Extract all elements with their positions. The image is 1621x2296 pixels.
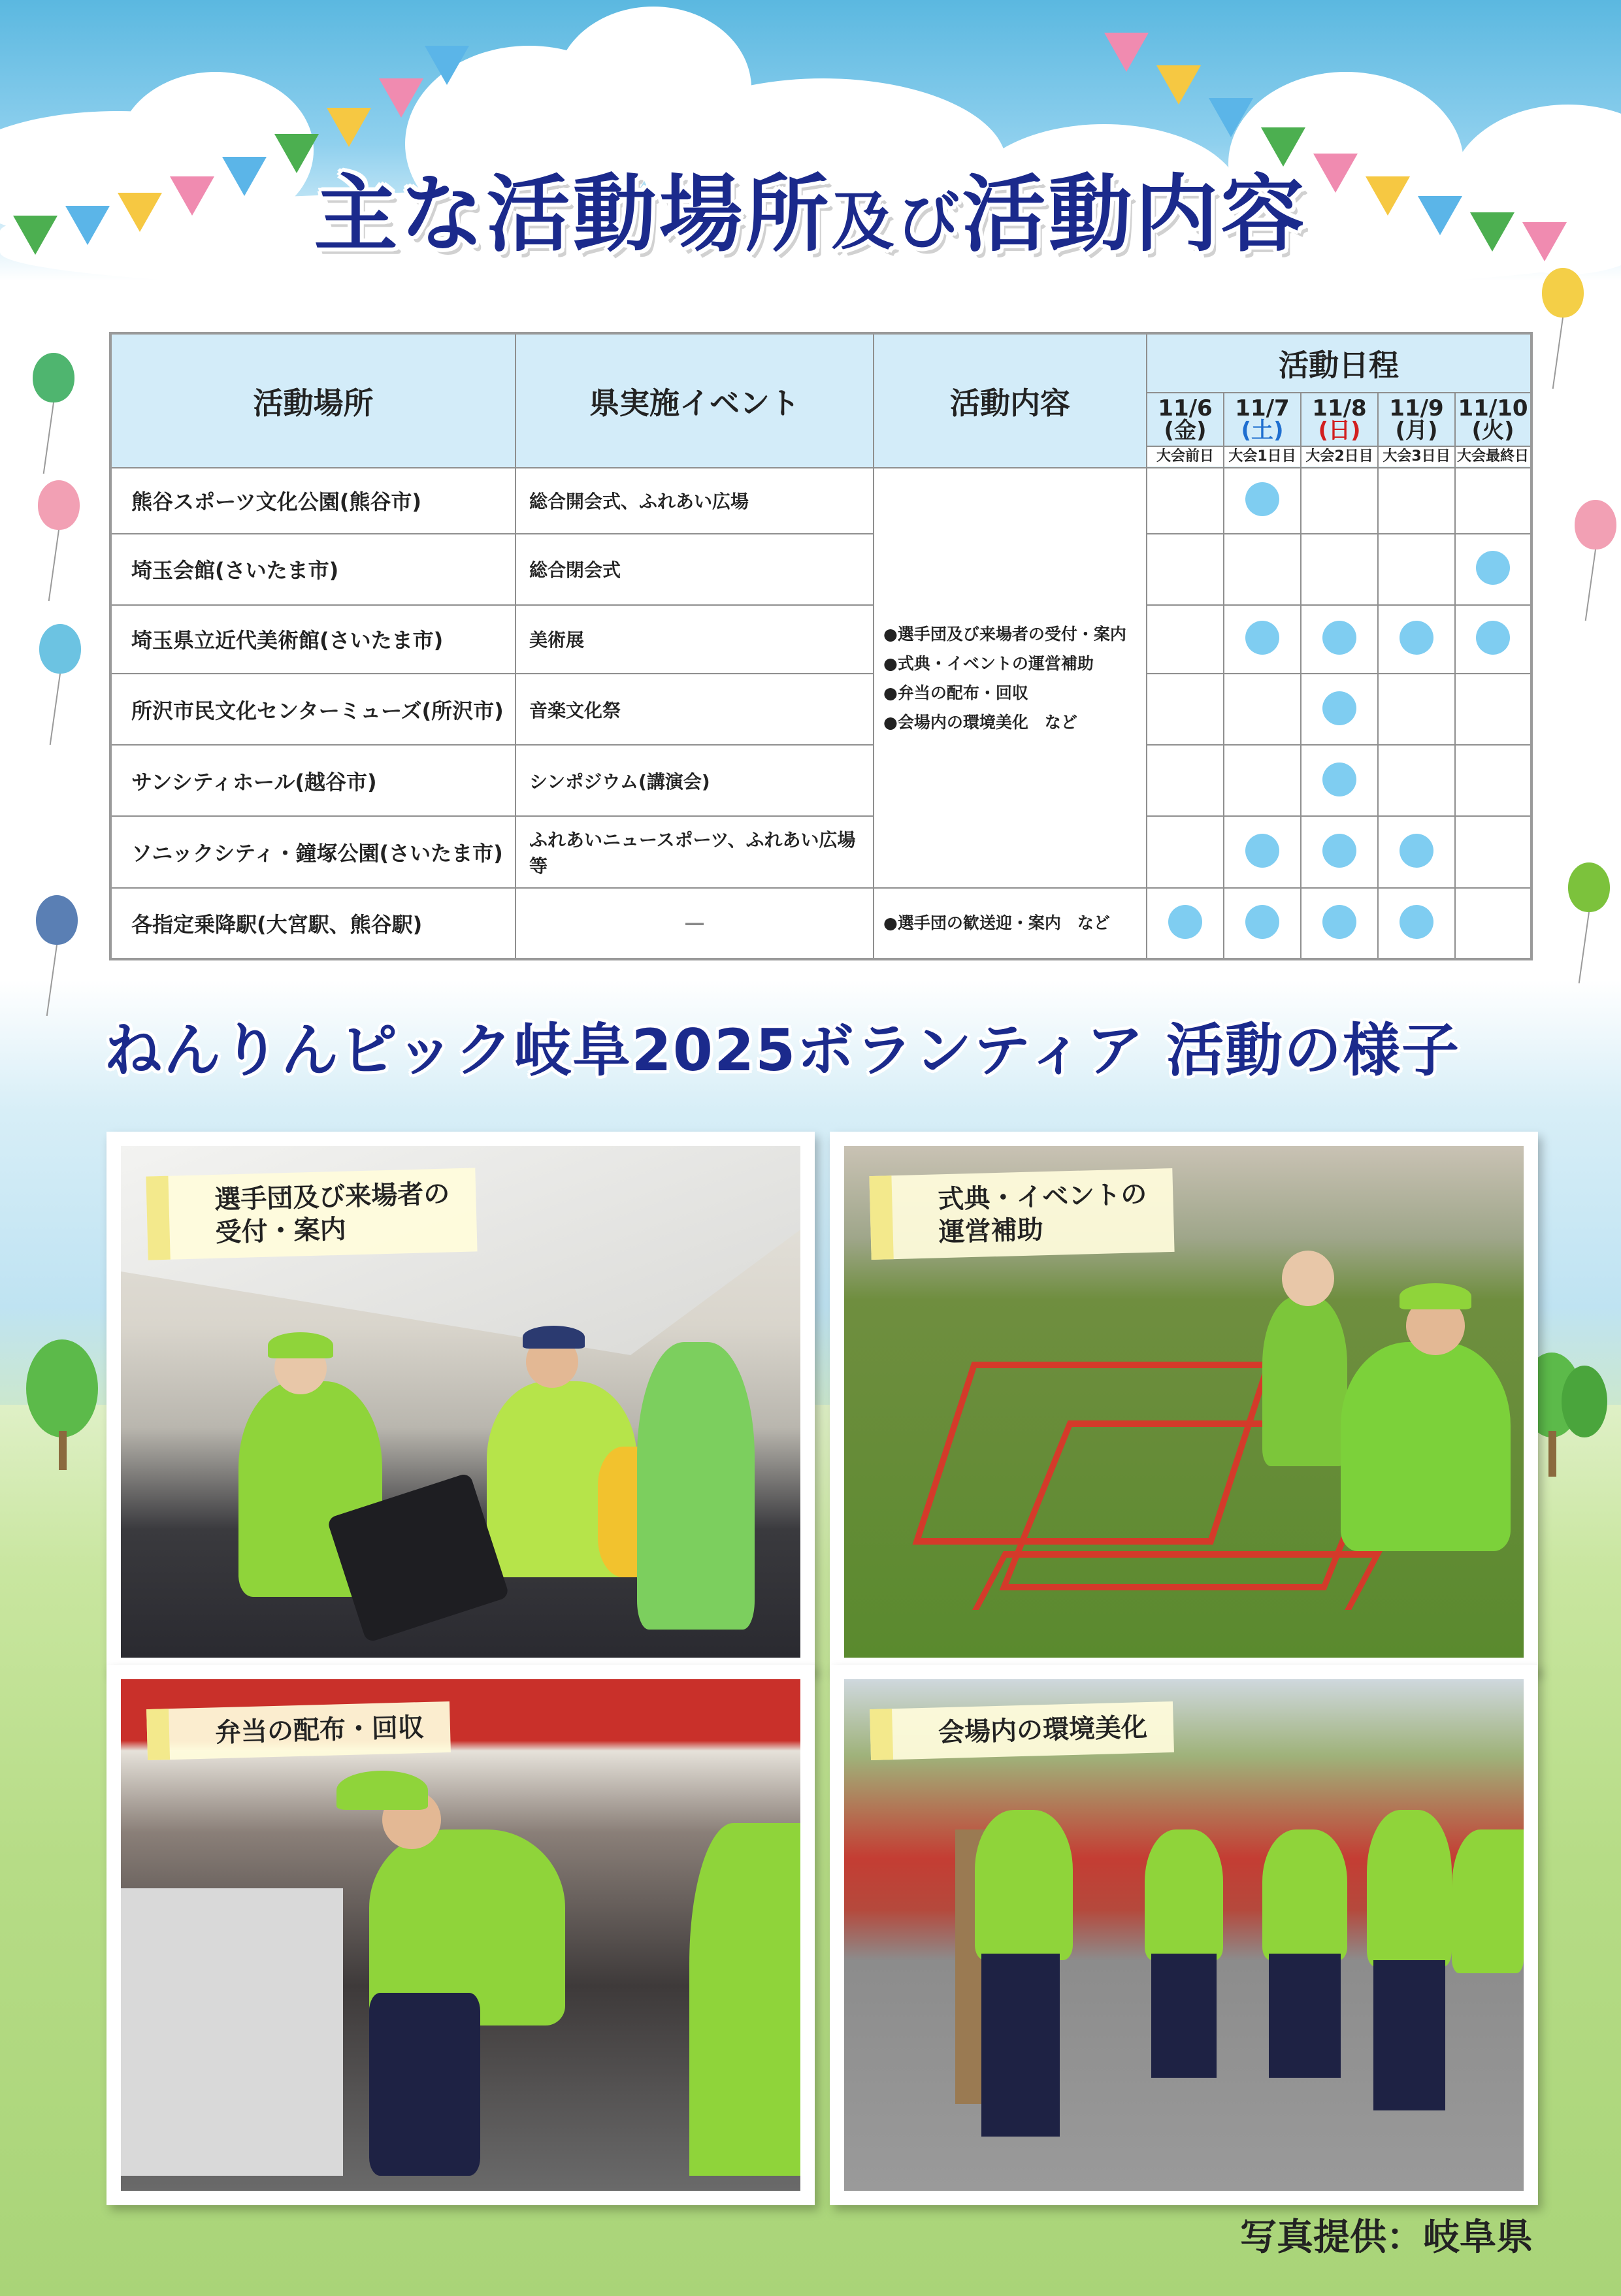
cell-schedule: [1301, 888, 1378, 959]
cell-schedule: [1301, 534, 1378, 605]
cell-schedule: [1147, 816, 1224, 887]
activity-schedule-table: [109, 332, 1533, 960]
header-date-0: [1147, 393, 1224, 468]
cell-schedule: [1147, 534, 1224, 605]
cell-event: ふれあいニュースポーツ、ふれあい広場 等: [516, 816, 874, 887]
activity-mark-icon: [1400, 834, 1433, 868]
activity-mark-icon: [1245, 834, 1279, 868]
activity-mark-icon: [1245, 621, 1279, 655]
cell-place: 所沢市民文化センターミューズ(所沢市): [110, 674, 516, 745]
cell-schedule: [1224, 745, 1301, 816]
day-of-week: (金): [1164, 418, 1207, 444]
date-label: 大会前日: [1147, 446, 1223, 467]
photo-venue-cleanup: [830, 1665, 1538, 2205]
cell-schedule: [1224, 468, 1301, 533]
cell-schedule: [1378, 888, 1455, 959]
cell-event: シンポジウム(講演会): [516, 745, 874, 816]
activity-mark-icon: [1168, 905, 1202, 939]
cell-schedule: [1455, 605, 1531, 674]
header-schedule: 活動日程: [1147, 333, 1531, 393]
cell-place: ソニックシティ・鐘塚公園(さいたま市): [110, 816, 516, 887]
cell-schedule: [1224, 674, 1301, 745]
balloon-pink: [38, 480, 80, 530]
cell-event: ―: [516, 888, 874, 959]
section-title: ねんりんピック岐阜2025ボランティア 活動の様子: [105, 1017, 1460, 1084]
cell-schedule: [1147, 674, 1224, 745]
day-of-week: (火): [1471, 418, 1515, 444]
cell-place: 各指定乗降駅(大宮駅、熊谷駅): [110, 888, 516, 959]
date-text: 11/10: [1458, 395, 1528, 422]
table-row: [110, 816, 1531, 887]
cell-schedule: [1224, 534, 1301, 605]
balloon-green: [33, 353, 74, 402]
cell-schedule: [1301, 605, 1378, 674]
cell-schedule: [1455, 888, 1531, 959]
cell-content-main: [874, 468, 1147, 887]
day-of-week: (月): [1395, 418, 1438, 444]
cell-schedule: [1147, 888, 1224, 959]
photo-credit: 写真提供：岐阜県: [1240, 2216, 1533, 2259]
activity-mark-icon: [1322, 834, 1356, 868]
cell-event: 音楽文化祭: [516, 674, 874, 745]
photo-ceremony-support: [830, 1132, 1538, 1672]
tree-left: [26, 1339, 105, 1470]
content-line: ●式典・イベントの運営補助: [883, 653, 1094, 673]
balloon-pink-right: [1575, 500, 1616, 549]
cell-schedule: [1224, 605, 1301, 674]
cell-content-station: ●選手団の歓送迎・案内 など: [874, 888, 1147, 959]
cell-schedule: [1224, 888, 1301, 959]
cell-schedule: [1301, 745, 1378, 816]
activity-mark-icon: [1322, 905, 1356, 939]
photo-caption-reception: 選手団及び来場者の 受付・案内: [146, 1168, 477, 1260]
table-row: [110, 534, 1531, 605]
header-date-2: [1301, 393, 1378, 468]
header-event: 県実施イベント: [516, 333, 874, 468]
cell-schedule: [1301, 468, 1378, 533]
cell-schedule: [1378, 534, 1455, 605]
cell-schedule: [1378, 816, 1455, 887]
cell-schedule: [1455, 816, 1531, 887]
content-line: ●選手団及び来場者の受付・案内: [883, 624, 1126, 644]
content-line: ●会場内の環境美化 など: [883, 712, 1077, 732]
day-of-week: (土): [1241, 418, 1284, 444]
day-of-week: (日): [1318, 418, 1361, 444]
photo-reception: [106, 1132, 815, 1672]
cell-schedule: [1455, 534, 1531, 605]
cell-event: 総合閉会式: [516, 534, 874, 605]
cell-schedule: [1378, 674, 1455, 745]
cell-place: 埼玉県立近代美術館(さいたま市): [110, 605, 516, 674]
header-date-3: [1378, 393, 1455, 468]
table-row: [110, 605, 1531, 674]
cell-schedule: [1455, 674, 1531, 745]
date-text: 11/7: [1235, 395, 1290, 422]
date-text: 11/8: [1312, 395, 1367, 422]
activity-mark-icon: [1322, 691, 1356, 725]
table-row: [110, 468, 1531, 533]
date-text: 11/6: [1158, 395, 1213, 422]
header-date-1: [1224, 393, 1301, 468]
balloon-navy: [36, 895, 78, 945]
photo-caption-ceremony: 式典・イベントの 運営補助: [869, 1168, 1174, 1260]
cell-schedule: [1147, 468, 1224, 533]
header-place: 活動場所: [110, 333, 516, 468]
cell-schedule: [1301, 674, 1378, 745]
activity-mark-icon: [1322, 621, 1356, 655]
activity-mark-icon: [1476, 621, 1510, 655]
date-label: 大会最終日: [1456, 446, 1530, 467]
date-label: 大会1日目: [1224, 446, 1300, 467]
photo-caption-lunch: 弁当の配布・回収: [146, 1701, 451, 1760]
balloon-yellow: [1542, 268, 1584, 318]
activity-mark-icon: [1245, 905, 1279, 939]
header-content: 活動内容: [874, 333, 1147, 468]
table-row: [110, 674, 1531, 745]
cell-schedule: [1378, 605, 1455, 674]
cell-schedule: [1301, 816, 1378, 887]
cell-schedule: [1455, 745, 1531, 816]
cell-schedule: [1147, 745, 1224, 816]
content-line: ●弁当の配布・回収: [883, 683, 1028, 702]
cell-schedule: [1455, 468, 1531, 533]
table-row: [110, 745, 1531, 816]
cell-place: 熊谷スポーツ文化公園(熊谷市): [110, 468, 516, 533]
cell-place: サンシティホール(越谷市): [110, 745, 516, 816]
balloon-blue: [39, 624, 81, 674]
activity-mark-icon: [1245, 482, 1279, 516]
table-row: [110, 888, 1531, 959]
date-label: 大会2日目: [1302, 446, 1377, 467]
date-text: 11/9: [1389, 395, 1444, 422]
cell-place: 埼玉会館(さいたま市): [110, 534, 516, 605]
balloon-green-right: [1568, 862, 1610, 912]
activity-mark-icon: [1400, 621, 1433, 655]
cell-schedule: [1378, 745, 1455, 816]
activity-mark-icon: [1476, 551, 1510, 585]
cell-schedule: [1378, 468, 1455, 533]
cell-schedule: [1147, 605, 1224, 674]
activity-mark-icon: [1400, 905, 1433, 939]
header-date-4: [1455, 393, 1531, 468]
date-label: 大会3日目: [1379, 446, 1454, 467]
photo-lunch-distribution: [106, 1665, 815, 2205]
cell-schedule: [1224, 816, 1301, 887]
cell-event: 美術展: [516, 605, 874, 674]
page-title: 主な活動場所及び活動内容: [314, 166, 1307, 263]
activity-mark-icon: [1322, 763, 1356, 796]
photo-caption-cleanup: 会場内の環境美化: [870, 1701, 1174, 1760]
cell-event: 総合開会式、ふれあい広場: [516, 468, 874, 533]
